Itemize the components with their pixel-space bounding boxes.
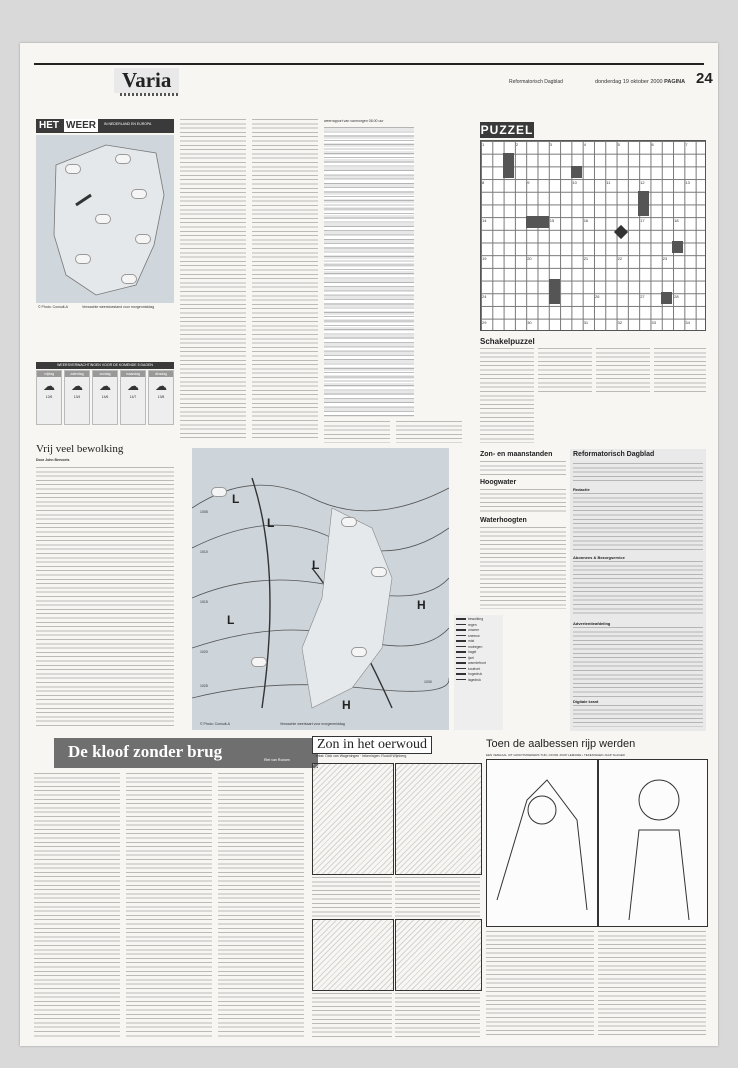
waterhoogten-text xyxy=(480,527,566,609)
comic-panel xyxy=(395,919,482,991)
grid-block xyxy=(526,216,549,228)
isobar-label: 1015 xyxy=(200,600,208,604)
legend-item: regen xyxy=(456,623,501,629)
grid-number: 14 xyxy=(482,218,487,224)
masthead-rule xyxy=(34,63,704,65)
grid-block xyxy=(503,153,514,178)
legend-item: motregen xyxy=(456,645,501,651)
puzzle-clues-4 xyxy=(654,348,706,393)
cloud-icon: ☁ xyxy=(155,379,167,393)
puzzle-clues-1 xyxy=(480,348,534,443)
forecast-day-name: vrijdag xyxy=(37,371,61,377)
grid-block xyxy=(672,241,683,253)
grid-number: 12 xyxy=(640,180,645,186)
paper-name: Reformatorisch Dagblad xyxy=(509,79,563,85)
grid-number: 33 xyxy=(651,319,656,325)
waterhoogten-title: Waterhoogten xyxy=(480,517,527,524)
puzzle-clues-2 xyxy=(538,348,592,393)
issue-date: donderdag 19 oktober 2000 xyxy=(595,79,663,85)
forecast-temp: 12/6 xyxy=(45,395,53,399)
grid-number: 19 xyxy=(482,256,487,262)
cloud-icon xyxy=(76,255,90,263)
story-title: De kloof zonder brug xyxy=(68,742,223,761)
section-underline xyxy=(120,93,180,96)
page-label: PAGINA xyxy=(664,79,686,85)
forecast-day xyxy=(92,370,118,425)
sun-moon-title: Zon- en maanstanden xyxy=(480,451,553,458)
comic-caption-3 xyxy=(312,993,392,1037)
comic2-subtitle: EEN VERHAAL UIT GROOTMOEDERS TIJD • DOOR JOOP LEMAIRE • TEKENINGEN JAAP SLAGER xyxy=(486,753,625,757)
grid-number: 27 xyxy=(640,294,645,300)
grid-number: 28 xyxy=(674,294,679,300)
comic-caption-4 xyxy=(395,993,480,1037)
weather-report-table xyxy=(324,127,414,417)
isobar-label: 1020 xyxy=(200,650,208,654)
grid-number: 20 xyxy=(527,256,532,262)
forecast-temp: 14/7 xyxy=(129,395,137,399)
weather-map2-credit: © Photo: Consult-A xyxy=(200,722,231,726)
grid-number: 9 xyxy=(527,180,530,186)
isobar-map xyxy=(192,448,449,730)
weather-byline: Door John Bervoets xyxy=(36,458,70,462)
isobar-label: 1030 xyxy=(424,680,432,684)
grid-number: 24 xyxy=(482,294,487,300)
weather-column-4 xyxy=(396,421,462,443)
weather-column-1 xyxy=(180,119,246,441)
cloud-icon xyxy=(372,568,386,576)
cloud-icon xyxy=(252,658,266,666)
cloud-icon xyxy=(122,275,136,283)
legend-item: hagel xyxy=(456,650,501,656)
comic-title: Zon in het oerwoud xyxy=(312,736,432,754)
story-column-2 xyxy=(126,773,212,1038)
forecast-temp: 13/8 xyxy=(157,395,165,399)
cloud-icon xyxy=(352,648,366,656)
puzzle-heading: Schakelpuzzel xyxy=(480,337,535,346)
low-pressure-label: L xyxy=(267,516,275,530)
grid-number: 22 xyxy=(617,256,623,262)
comic2-title: Toen de aalbessen rijp werden xyxy=(486,738,636,750)
grid-number: 13 xyxy=(685,180,690,186)
weather-headline: Vrij veel bewolking xyxy=(36,443,124,455)
grid-number: 18 xyxy=(674,218,679,224)
weather-table-rows xyxy=(324,127,414,417)
colophon-digitale: Digitale krant xyxy=(573,699,599,704)
grid-number: 23 xyxy=(662,256,668,262)
forecast-day-name: zaterdag xyxy=(65,371,89,377)
comic-drawing xyxy=(599,760,707,926)
grid-number: 4 xyxy=(583,142,586,147)
low-pressure-label: L xyxy=(312,558,320,572)
low-pressure-label: L xyxy=(232,492,240,506)
legend-item: sneeuw xyxy=(456,634,501,640)
comic2-text-2 xyxy=(598,931,706,1037)
grid-number: 30 xyxy=(527,319,532,325)
grid-number: 17 xyxy=(640,218,645,224)
section-title: Varia xyxy=(114,68,179,93)
grid-block xyxy=(549,279,560,304)
forecast-day-name: maandag xyxy=(121,371,145,377)
grid-number: 10 xyxy=(572,180,577,186)
cloud-icon: ☁ xyxy=(127,379,139,393)
grid-number: 7 xyxy=(685,142,688,147)
grid-block xyxy=(638,191,649,216)
dateline xyxy=(595,79,685,85)
forecast-header: WEERSVERWACHTINGEN VOOR DE KOMENDE 5 DAGEN xyxy=(36,362,174,369)
legend-item: ijzel xyxy=(456,656,501,662)
comic-credit: tekst: Dick van Wageningen · tekeningen: Rudolf Wijnberg xyxy=(316,754,407,758)
comic2-text-1 xyxy=(486,931,594,1037)
forecast-day xyxy=(148,370,174,425)
grid-number: 5 xyxy=(617,142,620,147)
colophon-abonnees: Abonnees & Bezorgservice xyxy=(573,555,625,560)
grid-number: 8 xyxy=(482,180,485,186)
forecast-temp: 13/4 xyxy=(73,395,81,399)
colophon-text-2 xyxy=(573,493,703,553)
comic-caption-2 xyxy=(395,877,480,917)
colophon-text-4 xyxy=(573,627,703,697)
colophon-text-1 xyxy=(573,463,703,483)
colophon-redactie: Redactie xyxy=(573,487,590,492)
legend-item: mist xyxy=(456,639,501,645)
puzzle-clues-3 xyxy=(596,348,650,393)
grid-number: 2 xyxy=(515,142,519,147)
story-banner xyxy=(54,738,318,768)
comic-panel xyxy=(312,763,394,875)
nl-map-credit: © Photo: Consult-A xyxy=(38,305,69,309)
cloud-icon xyxy=(212,488,226,496)
legend-item: warmtefront xyxy=(456,661,501,667)
grid-number: 21 xyxy=(583,256,589,262)
weather-title-het: HET xyxy=(39,120,59,131)
map-legend xyxy=(454,615,503,730)
cloud-icon xyxy=(66,165,80,173)
netherlands-weather-map xyxy=(36,135,174,303)
weather-map2-caption: Verwachte weerkaart voor morgenmiddag xyxy=(280,722,345,726)
cloud-icon: ☁ xyxy=(43,379,55,393)
high-pressure-label: H xyxy=(342,698,351,712)
comic-panel xyxy=(395,763,482,875)
weather-title-sub: IN NEDERLAND EN EUROPA xyxy=(104,122,152,126)
story-column-3 xyxy=(218,773,304,1038)
forecast-day xyxy=(64,370,90,425)
cloud-icon: ☁ xyxy=(71,379,83,393)
grid-block xyxy=(661,292,672,304)
story-author: Riet van Roosen xyxy=(264,758,290,762)
legend-item: hogedruk xyxy=(456,672,501,678)
low-pressure-label: L xyxy=(227,613,235,627)
grid-number: 15 xyxy=(549,218,555,224)
cloud-icon xyxy=(136,235,150,243)
grid-number: 1 xyxy=(482,142,485,147)
forecast-day xyxy=(36,370,62,425)
weather-header xyxy=(36,119,174,133)
isobar-label: 1025 xyxy=(200,684,208,688)
comic-panel xyxy=(312,919,394,991)
grid-number: 6 xyxy=(651,142,654,147)
grid-number: 29 xyxy=(482,319,487,325)
comic2-panel xyxy=(486,759,598,927)
colophon-title: Reformatorisch Dagblad xyxy=(573,451,655,458)
sun-moon-text xyxy=(480,461,566,475)
cloud-icon xyxy=(116,155,130,163)
grid-number: 26 xyxy=(595,294,600,300)
nl-map-caption: Verwachte weerstoestand voor morgenmiddag xyxy=(82,305,155,309)
isobar-label: 1005 xyxy=(200,510,208,514)
weather-column-2 xyxy=(252,119,318,441)
hoogwater-text xyxy=(480,489,566,515)
forecast-day xyxy=(120,370,146,425)
grid-number: 11 xyxy=(606,180,611,186)
grid-number: 32 xyxy=(617,319,623,325)
forecast-day-name: dinsdag xyxy=(149,371,173,377)
cloud-icon xyxy=(342,518,356,526)
grid-number: 31 xyxy=(583,319,589,325)
comic-drawing xyxy=(487,760,597,926)
isobar-label: 1010 xyxy=(200,550,208,554)
colophon-text-5 xyxy=(573,705,703,727)
grid-number: 3 xyxy=(549,142,553,147)
comic-caption-1 xyxy=(312,877,392,917)
forecast-temp: 14/6 xyxy=(101,395,109,399)
newspaper-page xyxy=(20,43,718,1046)
colophon-advertentie: Advertentieafdeling xyxy=(573,621,611,626)
front-line xyxy=(252,478,270,708)
europe-weather-map xyxy=(192,448,449,730)
hoogwater-title: Hoogwater xyxy=(480,479,517,486)
cloud-icon xyxy=(96,215,110,223)
grid-block xyxy=(571,166,582,178)
weather-title-weer: WEER xyxy=(66,120,96,131)
high-pressure-label: H xyxy=(417,598,426,612)
puzzle-title: PUZZEL xyxy=(480,123,534,137)
colophon-text-3 xyxy=(573,561,703,617)
story-column-1 xyxy=(34,773,120,1038)
cloud-icon xyxy=(132,190,146,198)
legend-item: lagedruk xyxy=(456,678,501,684)
legend-item: onweer xyxy=(456,628,501,634)
weather-column-3 xyxy=(324,421,390,443)
forecast-day-name: zondag xyxy=(93,371,117,377)
weather-table-header: weerrapport van vanmorgen 08.00 uur xyxy=(324,119,384,123)
legend-item: bewolking xyxy=(456,617,501,623)
grid-number: 34 xyxy=(685,319,690,325)
cloud-icon: ☁ xyxy=(99,379,111,393)
grid-number: 16 xyxy=(583,218,589,224)
weather-article-text xyxy=(36,467,174,729)
page-number: 24 xyxy=(696,70,713,87)
legend-item: koufront xyxy=(456,667,501,673)
comic2-panel xyxy=(598,759,708,927)
